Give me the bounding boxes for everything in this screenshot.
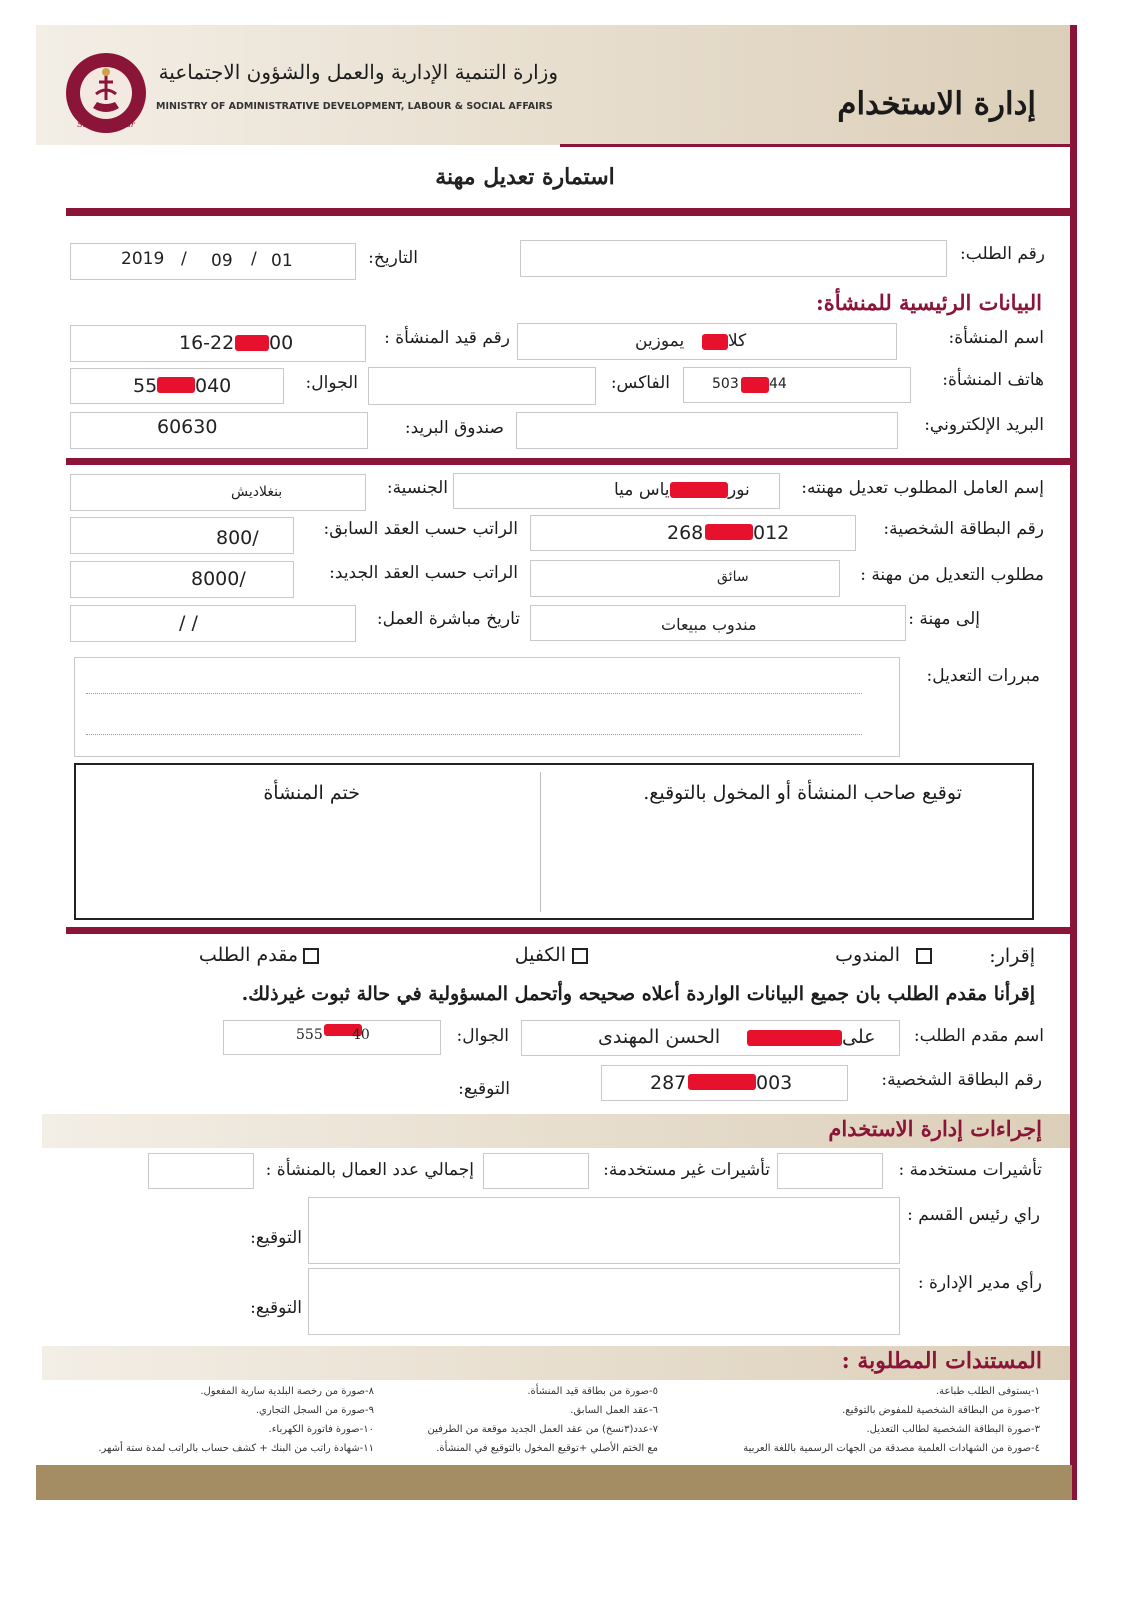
to-job-value: مندوب مبيعات: [661, 615, 757, 634]
applicant-id-b: 003: [756, 1072, 793, 1094]
used-visas-label: تأشيرات مستخدمة :: [898, 1160, 1042, 1180]
applicant-name-a: على: [842, 1026, 876, 1048]
nationality-label: الجنسية:: [386, 478, 448, 498]
stamp-label: ختم المنشأة: [263, 782, 360, 804]
owner-signature-label: توقيع صاحب المنشأة أو المخول بالتوقيع.: [643, 782, 962, 804]
to-job-input[interactable]: [530, 605, 906, 641]
total-workers-input[interactable]: [148, 1153, 254, 1189]
ministry-name-en: MINISTRY OF ADMINISTRATIVE DEVELOPMENT, LABOUR & SOCIAL AFFAIRS: [156, 101, 553, 112]
doc-item: ١-يستوفى الطلب طباعة.: [935, 1386, 1040, 1397]
prev-salary-label: الراتب حسب العقد السابق:: [323, 519, 518, 539]
applicant-mobile-b: 40: [352, 1027, 370, 1043]
fax-input[interactable]: [368, 367, 596, 405]
documents-title: المستندات المطلوبة :: [841, 1348, 1042, 1374]
applicant-id-input[interactable]: [601, 1065, 848, 1101]
establishment-name-b: يموزين: [635, 331, 685, 351]
sponsor-checkbox[interactable]: [572, 948, 588, 964]
establishment-phone-input[interactable]: [683, 367, 911, 403]
to-job-label: إلى مهنة :: [908, 609, 980, 629]
redaction-mark: [747, 1030, 842, 1046]
worker-id-label: رقم البطاقة الشخصية:: [883, 519, 1044, 539]
redaction-mark: [741, 377, 769, 393]
from-job-label: مطلوب التعديل من مهنة :: [860, 565, 1044, 585]
email-input[interactable]: [516, 412, 898, 449]
redaction-mark: [688, 1074, 756, 1090]
start-date-input[interactable]: [70, 605, 356, 642]
fax-label: الفاكس:: [610, 373, 670, 393]
establishment-reg-input[interactable]: [70, 325, 366, 362]
worker-id-input[interactable]: [530, 515, 856, 551]
establishment-phone-a: 503: [712, 376, 739, 392]
worker-name-a: نور: [728, 480, 750, 500]
establishment-phone-b: 44: [769, 376, 787, 392]
head-opinion-textarea[interactable]: [308, 1197, 900, 1264]
redaction-mark: [670, 482, 728, 498]
applicant-id-a: 287: [650, 1072, 687, 1094]
applicant-id-label: رقم البطاقة الشخصية:: [881, 1070, 1042, 1090]
header-band: [36, 25, 1072, 145]
request-number-input[interactable]: [520, 240, 947, 277]
signature-divider: [540, 772, 541, 912]
owner-signature-area[interactable]: [550, 812, 1020, 907]
declaration-label: إقرار:: [989, 945, 1035, 967]
establishment-mobile-label: الجوال:: [305, 373, 358, 393]
logo-caption: State of Qatar: [77, 120, 135, 129]
doc-item: ٤-صورة من الشهادات العلمية مصدقة من الجهات الرسمية باللغة العربية: [743, 1443, 1040, 1454]
redaction-mark: [702, 334, 728, 350]
applicant-checkbox[interactable]: [303, 948, 319, 964]
establishment-mobile-b: 040: [195, 375, 232, 397]
redaction-mark: [235, 335, 269, 351]
date-label: التاريخ:: [368, 248, 418, 268]
date-sep-2: /: [251, 249, 257, 269]
applicant-mobile-label: الجوال:: [456, 1026, 509, 1046]
applicant-name-b: الحسن المهندى: [598, 1026, 721, 1048]
applicant-name-label: اسم مقدم الطلب:: [913, 1026, 1044, 1046]
establishment-name-label: اسم المنشأة:: [948, 328, 1044, 348]
doc-item: مع الختم الأصلي +توقيع المخول بالتوقيع في المنشأة.: [436, 1443, 658, 1454]
nationality-value: بنغلاديش: [231, 484, 283, 500]
new-salary-value: 8000/: [191, 568, 246, 590]
date-sep-1: /: [181, 249, 187, 269]
applicant-mobile-input[interactable]: [223, 1020, 441, 1055]
establishment-mobile-a: 55: [133, 375, 158, 397]
used-visas-input[interactable]: [777, 1153, 883, 1189]
reasons-textarea[interactable]: [74, 657, 900, 757]
ministry-name-ar: وزارة التنمية الإدارية والعمل والشؤون الاجتماعية: [158, 60, 558, 84]
establishment-reg-label: رقم قيد المنشأة :: [384, 328, 510, 348]
doc-item: ٣-صورة البطاقة الشخصية لطالب التعديل.: [866, 1424, 1040, 1435]
manager-opinion-textarea[interactable]: [308, 1268, 900, 1335]
doc-item: ٩-صورة من السجل التجاري.: [255, 1405, 374, 1416]
prev-salary-value: 800/: [216, 527, 259, 549]
delegate-option-label: المندوب: [835, 944, 900, 966]
pobox-value: 60630: [157, 416, 218, 438]
head-signature-label: التوقيع:: [250, 1228, 302, 1248]
total-workers-label: إجمالي عدد العمال بالمنشأة :: [265, 1160, 474, 1180]
manager-opinion-label: رأي مدير الإدارة :: [917, 1273, 1042, 1293]
right-border-bar: [1070, 25, 1077, 1500]
establishment-name-a: كلا: [728, 331, 747, 351]
delegate-checkbox[interactable]: [916, 948, 932, 964]
declaration-statement: إقرأنا مقدم الطلب بان جميع البيانات الواردة أعلاه صحيحه وأتحمل المسؤولية في حالة ثبوت غيرذلك.: [241, 983, 1035, 1005]
header-divider: [560, 144, 1072, 147]
date-month: 09: [211, 251, 233, 271]
nationality-input[interactable]: [70, 474, 366, 511]
unused-visas-label: تأشيرات غير مستخدمة:: [603, 1160, 770, 1180]
doc-item: ٥-صورة من بطاقة قيد المنشأة.: [527, 1386, 658, 1397]
from-job-input[interactable]: [530, 560, 840, 597]
manager-signature-label: التوقيع:: [250, 1298, 302, 1318]
worker-id-b: 012: [753, 522, 790, 544]
department-title: إدارة الاستخدام: [837, 86, 1036, 122]
new-salary-input[interactable]: [70, 561, 294, 598]
unused-visas-input[interactable]: [483, 1153, 589, 1189]
email-label: البريد الإلكتروني:: [924, 415, 1044, 435]
establishment-mobile-input[interactable]: [70, 368, 284, 404]
sponsor-option-label: الكفيل: [514, 944, 566, 966]
worker-id-a: 268: [667, 522, 704, 544]
title-divider: [66, 208, 1072, 216]
request-number-label: رقم الطلب:: [960, 244, 1045, 264]
worker-name-input[interactable]: [453, 473, 780, 509]
establishment-reg-b: 00: [269, 332, 294, 354]
applicant-option-label: مقدم الطلب: [198, 944, 298, 966]
footer-bar: [36, 1465, 1072, 1500]
establishment-name-input[interactable]: [517, 323, 897, 360]
redaction-mark: [705, 524, 753, 540]
date-day: 01: [271, 251, 293, 271]
doc-item: ١١-شهادة راتب من البنك + كشف حساب بالراتب لمدة ستة أشهر.: [98, 1443, 374, 1454]
pobox-label: صندوق البريد:: [404, 418, 504, 438]
establishment-section-title: البيانات الرئيسية للمنشأة:: [816, 290, 1042, 315]
doc-item: ٦-عقد العمل السابق.: [570, 1405, 658, 1416]
form-title: استمارة تعديل مهنة: [435, 164, 615, 190]
procedures-title: إجراءات إدارة الاستخدام: [828, 1116, 1042, 1141]
prev-salary-input[interactable]: [70, 517, 294, 554]
reasons-dotted-line-2: [86, 734, 862, 735]
new-salary-label: الراتب حسب العقد الجديد:: [329, 563, 518, 583]
date-year: 2019: [121, 249, 165, 269]
head-opinion-label: راي رئيس القسم :: [907, 1205, 1040, 1225]
worker-name-label: إسم العامل المطلوب تعديل مهنته:: [801, 478, 1044, 498]
establishment-reg-a: 16-22: [179, 332, 235, 354]
stamp-area[interactable]: [86, 812, 526, 907]
worker-name-b: ياس ميا: [614, 480, 670, 500]
section-divider: [66, 458, 1072, 465]
doc-item: ٨-صورة من رخصة البلدية سارية المفعول.: [200, 1386, 374, 1397]
doc-item: ١٠-صورة فاتورة الكهرباء.: [268, 1424, 374, 1435]
doc-item: ٢-صورة من البطاقة الشخصية للمفوض بالتوقيع.: [842, 1405, 1040, 1416]
applicant-name-input[interactable]: [521, 1020, 900, 1056]
from-job-value: سائق: [717, 569, 749, 585]
section-divider: [66, 927, 1072, 934]
start-date-label: تاريخ مباشرة العمل:: [376, 609, 520, 629]
redaction-mark: [157, 377, 195, 393]
reasons-label: مبررات التعديل:: [926, 666, 1040, 686]
applicant-mobile-a: 555: [296, 1027, 323, 1043]
reasons-dotted-line-1: [86, 693, 862, 694]
doc-item: ٧-عدد(٣نسخ) من عقد العمل الجديد موقعة من الطرفين: [427, 1424, 658, 1435]
date-input[interactable]: [70, 243, 356, 280]
pobox-input[interactable]: [70, 412, 368, 449]
establishment-phone-label: هاتف المنشأة:: [942, 370, 1044, 390]
applicant-signature-label: التوقيع:: [458, 1079, 510, 1099]
start-date-value: / /: [179, 612, 198, 634]
